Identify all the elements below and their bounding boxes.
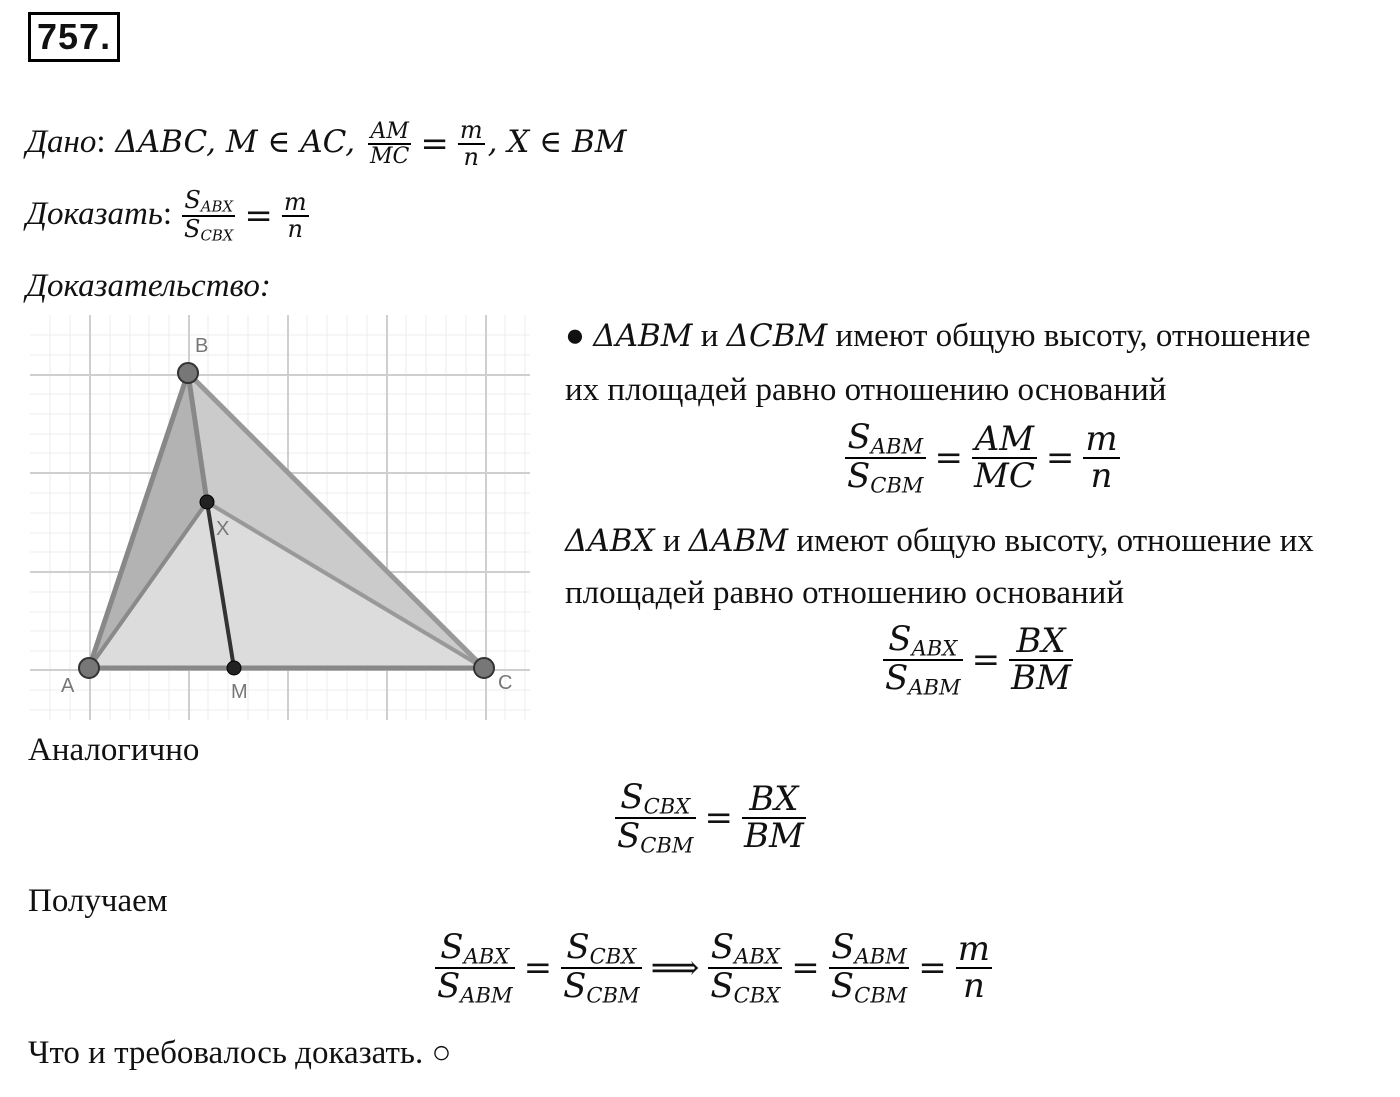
step1-line1: ● ΔABM и ΔCBM имеют общую высоту, отношение [565,318,1311,354]
prove-line: Доказать: $\frac{S_{ABX}}{S_{CBX}}$ = $\frac{m}{n}$ [26,186,307,246]
prove-label: Доказать [26,195,163,232]
label-x: X [216,518,230,540]
label-c: C [498,672,513,694]
point-c [474,658,494,678]
step2-formula: $\frac{S_{ABX}}{S_{ABM}}$ = $\frac{BX}{BM}$ [885,619,1071,700]
point-a [79,658,99,678]
label-a: A [61,675,75,697]
analog-label: Аналогично [28,732,200,768]
given-line: Дано: ΔABC, M ∈ AC, $\frac{AM}{MC}$ = $\frac{m}{n}$ , X ∈ BM [26,116,627,172]
point-b [178,363,198,383]
conclusion: Что и требовалось доказать. ○ [28,1035,452,1071]
triangle-figure [30,315,530,720]
prove-ratio: $\frac{m}{n}$ [283,188,307,244]
problem-number: 757. [28,12,120,62]
label-m: M [231,681,248,703]
point-m [227,661,241,675]
given-text-2: , X ∈ BM [487,123,627,160]
step2-line2: площадей равно отношению оснований [565,575,1125,611]
step1-formula: $\frac{S_{ABM}}{S_{CBM}}$ = $\frac{AM}{MC}$ = $\frac{m}{n}$ [847,417,1118,498]
prove-fraction: $\frac{S_{ABX}}{S_{CBX}}$ [184,186,234,246]
result-label: Получаем [28,883,168,919]
point-x [200,495,214,509]
label-b: B [195,335,209,357]
given-ratio: $\frac{m}{n}$ [459,116,483,172]
result-formula: $\frac{S_{ABX}}{S_{ABM}}$ = $\frac{S_{CBX}}{S_{CBM}}$ ⟹ $\frac{S_{ABX}}{S_{CBX}}$ = $\frac{S_{ABM}}{S_{CBM}}$ = $\frac{m}{n}$ [437,927,991,1008]
given-fraction: $\frac{AM}{MC}$ [369,119,410,170]
given-label: Дано [26,123,97,160]
step2-line1: ΔABX и ΔABM имеют общую высоту, отношение их [565,523,1314,559]
analog-formula: $\frac{S_{CBX}}{S_{CBM}}$ = $\frac{BX}{BM}$ [617,777,804,858]
given-text-1: ΔABC, M ∈ AC, [105,123,365,160]
proof-label: Доказательство: [26,268,271,304]
step1-line2: их площадей равно отношению оснований [565,372,1167,408]
